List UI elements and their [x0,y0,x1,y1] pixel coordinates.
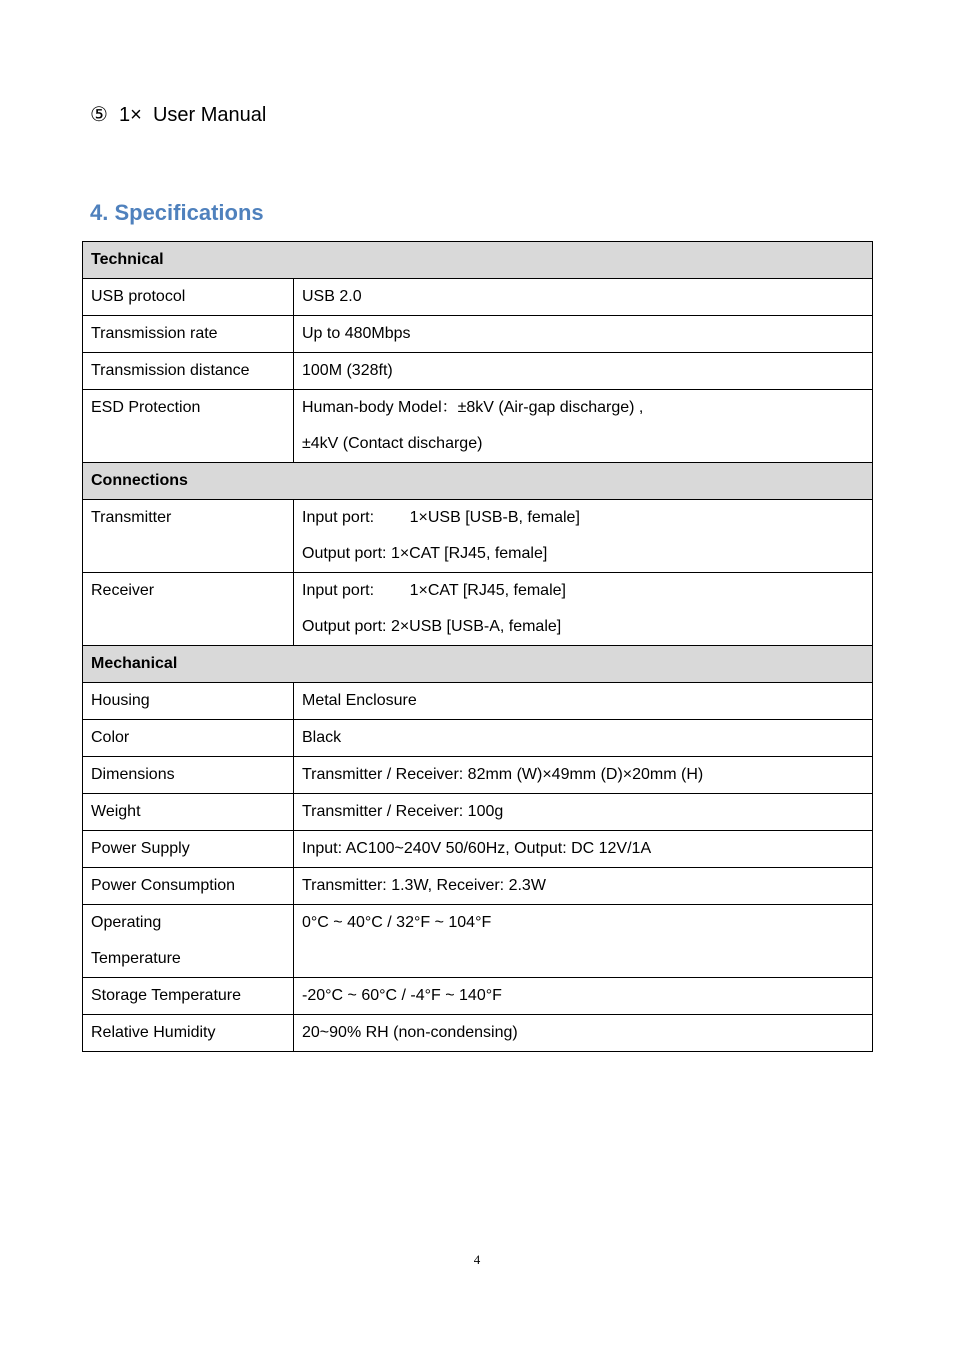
group-heading: Mechanical [83,646,873,683]
spec-label: Color [91,729,130,746]
table-row [83,905,873,978]
spec-value-cell [294,683,873,720]
table-row [83,978,873,1015]
spec-value: Output port: 2×USB [USB-A, female] [302,618,562,635]
table-row [83,573,873,646]
spec-label: Power Supply [91,840,190,857]
page-number: 4 [473,1252,481,1267]
spec-value-cell [294,905,873,978]
spec-value-cell [294,390,873,463]
spec-label-cell [83,1015,294,1052]
spec-value: 20~90% RH (non-condensing) [302,1024,518,1041]
spec-label: Dimensions [91,766,175,783]
table-row [83,390,873,463]
spec-value-cell [294,316,873,353]
spec-value-cell [294,353,873,390]
table-row [83,794,873,831]
spec-label-cell [83,794,294,831]
spec-value-cell [294,500,873,573]
spec-label-cell [83,683,294,720]
spec-label: Transmission rate [91,325,218,342]
spec-label-cell [83,500,294,573]
group-heading: Connections [83,463,873,500]
spec-label: ESD Protection [91,399,201,416]
package-item-user-manual: ⑤ 1× User Manual [90,104,267,126]
spec-label: Weight [91,803,141,820]
spec-value: Human-body Model：±8kV (Air-gap discharge) , [302,399,644,416]
spec-label: Relative Humidity [91,1024,216,1041]
spec-label-cell [83,905,294,978]
spec-value-cell [294,720,873,757]
specifications-table [82,241,873,1052]
spec-label-cell [83,279,294,316]
group-heading: Technical [83,242,873,279]
table-row [83,1015,873,1052]
spec-label-cell [83,316,294,353]
spec-label: Transmission distance [91,362,250,379]
spec-label-cell [83,978,294,1015]
spec-value: Up to 480Mbps [302,325,411,342]
table-group-header [83,646,873,683]
spec-value: Input: AC100~240V 50/60Hz, Output: DC 12V/1A [302,840,652,857]
section-title: 4. Specifications [90,200,264,225]
spec-label-cell [83,353,294,390]
spec-value: Black [302,729,342,746]
table-group-header [83,463,873,500]
spec-value-cell [294,868,873,905]
spec-value-cell [294,279,873,316]
spec-value-cell [294,978,873,1015]
spec-value: Input port: 1×CAT [RJ45, female] [302,582,566,599]
spec-value: Metal Enclosure [302,692,417,709]
table-row [83,683,873,720]
spec-label: USB protocol [91,288,186,305]
spec-label: Storage Temperature [91,987,242,1004]
spec-label: Operating [91,914,162,931]
spec-label-cell [83,757,294,794]
spec-label-cell [83,831,294,868]
spec-value-cell [294,831,873,868]
table-row [83,353,873,390]
table-row [83,757,873,794]
table-row [83,500,873,573]
spec-label: Temperature [91,950,181,967]
spec-value: Input port: 1×USB [USB-B, female] [302,509,580,526]
spec-label-cell [83,868,294,905]
spec-value: -20°C ~ 60°C / -4°F ~ 140°F [302,987,502,1004]
table-row [83,316,873,353]
spec-label: Housing [91,692,150,709]
table-group-header [83,242,873,279]
table-row [83,831,873,868]
table-row [83,279,873,316]
spec-label: Receiver [91,582,155,599]
spec-label: Transmitter [91,509,172,526]
spec-value: Transmitter: 1.3W, Receiver: 2.3W [302,877,546,894]
spec-value: Output port: 1×CAT [RJ45, female] [302,545,548,562]
spec-value: Transmitter / Receiver: 82mm (W)×49mm (D)×20mm (H) [302,766,704,783]
spec-label-cell [83,573,294,646]
spec-label-cell [83,720,294,757]
spec-value-cell [294,794,873,831]
spec-value: ±4kV (Contact discharge) [302,435,483,452]
spec-value-cell [294,573,873,646]
spec-value: 0°C ~ 40°C / 32°F ~ 104°F [302,914,492,931]
spec-value-cell [294,757,873,794]
spec-value-cell [294,1015,873,1052]
spec-value: 100M (328ft) [302,362,393,379]
spec-value: USB 2.0 [302,288,362,305]
spec-label-cell [83,390,294,463]
spec-label: Power Consumption [91,877,236,894]
table-row [83,720,873,757]
spec-value: Transmitter / Receiver: 100g [302,803,504,820]
table-row [83,868,873,905]
